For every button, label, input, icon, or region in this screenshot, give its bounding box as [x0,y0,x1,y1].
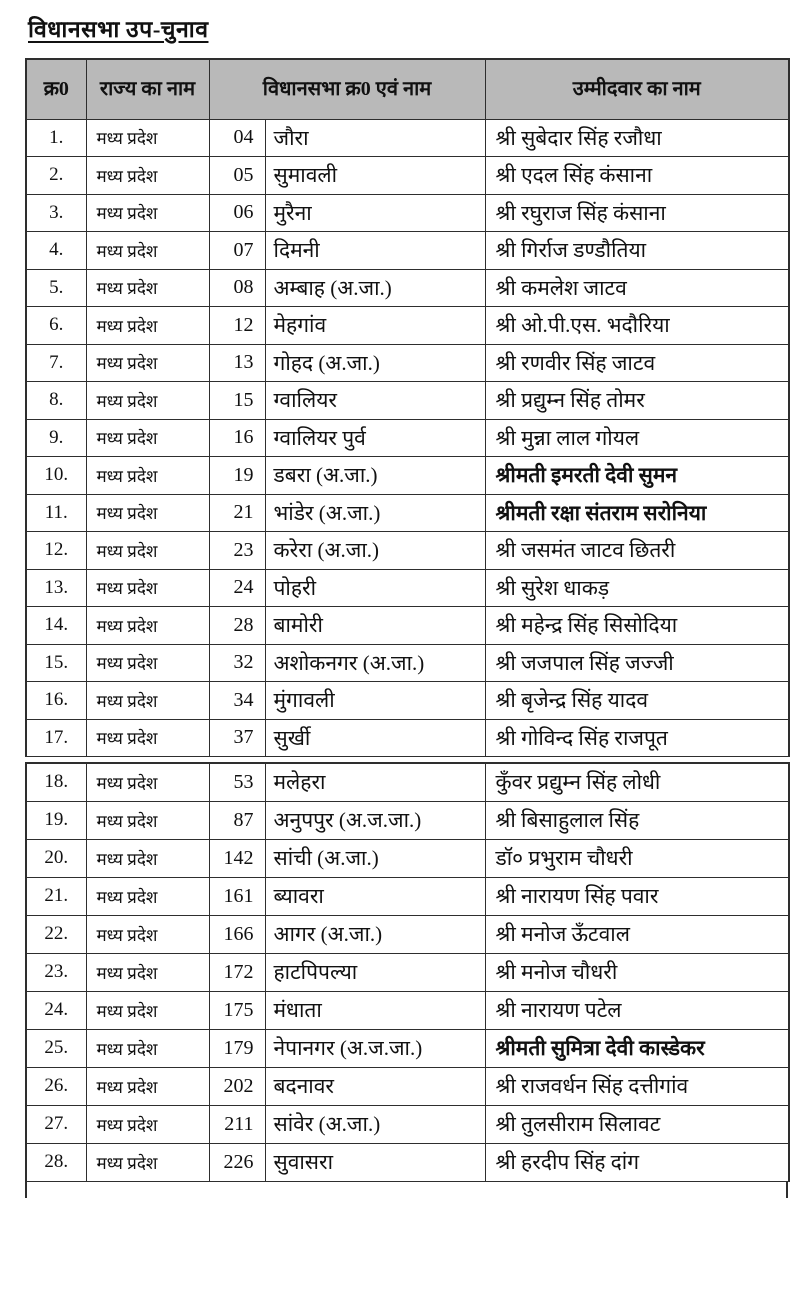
assembly-number-cell: 21 [209,494,265,532]
serial-cell: 16. [26,682,86,720]
candidate-cell: श्री महेन्द्र सिंह सिसोदिया [485,607,789,645]
serial-cell: 11. [26,494,86,532]
candidate-cell: श्री एदल सिंह कंसाना [485,157,789,195]
state-cell: मध्य प्रदेश [86,644,209,682]
assembly-number-cell: 211 [209,1105,265,1143]
table-continuation-stub [25,1182,788,1198]
header-assembly: विधानसभा क्र0 एवं नाम [209,59,485,119]
table-row [26,344,789,382]
assembly-number-cell: 142 [209,839,265,877]
table-row [26,1105,789,1143]
table-row [26,569,789,607]
assembly-name-cell: गोहद (अ.जा.) [265,344,485,382]
assembly-number-cell: 19 [209,457,265,495]
table-row [26,953,789,991]
table-row [26,194,789,232]
state-cell: मध्य प्रदेश [86,1029,209,1067]
candidate-cell: श्री सुबेदार सिंह रजौधा [485,119,789,157]
assembly-name-cell: सुवासरा [265,1143,485,1181]
header-serial: क्र0 [26,59,86,119]
table-row [26,157,789,195]
assembly-name-cell: सुर्खी [265,719,485,757]
candidate-cell: श्री तुलसीराम सिलावट [485,1105,789,1143]
candidate-cell: श्री मनोज चौधरी [485,953,789,991]
candidate-cell: श्री कमलेश जाटव [485,269,789,307]
assembly-name-cell: करेरा (अ.जा.) [265,532,485,570]
assembly-name-cell: अनुपपुर (अ.ज.जा.) [265,801,485,839]
assembly-name-cell: सांवेर (अ.जा.) [265,1105,485,1143]
assembly-name-cell: अशोकनगर (अ.जा.) [265,644,485,682]
assembly-number-cell: 12 [209,307,265,345]
assembly-number-cell: 05 [209,157,265,195]
assembly-name-cell: जौरा [265,119,485,157]
candidate-cell: डॉ० प्रभुराम चौधरी [485,839,789,877]
state-cell: मध्य प्रदेश [86,119,209,157]
serial-cell: 17. [26,719,86,757]
serial-cell: 15. [26,644,86,682]
candidate-cell: श्री बिसाहुलाल सिंह [485,801,789,839]
state-cell: मध्य प्रदेश [86,1105,209,1143]
serial-cell: 5. [26,269,86,307]
assembly-number-cell: 23 [209,532,265,570]
state-cell: मध्य प्रदेश [86,194,209,232]
table-row [26,1029,789,1067]
state-cell: मध्य प्रदेश [86,419,209,457]
state-cell: मध्य प्रदेश [86,801,209,839]
serial-cell: 3. [26,194,86,232]
table-row [26,839,789,877]
table-row [26,1143,789,1181]
assembly-number-cell: 13 [209,344,265,382]
assembly-number-cell: 08 [209,269,265,307]
serial-cell: 7. [26,344,86,382]
table-row [26,494,789,532]
assembly-name-cell: बामोरी [265,607,485,645]
serial-cell: 4. [26,232,86,270]
state-cell: मध्य प्रदेश [86,915,209,953]
serial-cell: 14. [26,607,86,645]
table-row [26,801,789,839]
assembly-number-cell: 07 [209,232,265,270]
state-cell: मध्य प्रदेश [86,532,209,570]
assembly-name-cell: बदनावर [265,1067,485,1105]
assembly-number-cell: 179 [209,1029,265,1067]
candidates-table-part1 [25,58,790,757]
header-state: राज्य का नाम [86,59,209,119]
state-cell: मध्य प्रदेश [86,953,209,991]
assembly-number-cell: 24 [209,569,265,607]
table-header-row [26,59,789,119]
table-row [26,991,789,1029]
assembly-name-cell: सांची (अ.जा.) [265,839,485,877]
page-title: विधानसभा उप-चुनाव [28,17,209,42]
serial-cell: 25. [26,1029,86,1067]
assembly-number-cell: 37 [209,719,265,757]
table-row [26,269,789,307]
candidate-cell: श्रीमती रक्षा संतराम सरोनिया [485,494,789,532]
assembly-number-cell: 202 [209,1067,265,1105]
serial-cell: 24. [26,991,86,1029]
candidate-cell: कुँवर प्रद्युम्न सिंह लोधी [485,763,789,801]
assembly-number-cell: 04 [209,119,265,157]
assembly-name-cell: सुमावली [265,157,485,195]
table-row [26,607,789,645]
table-row [26,419,789,457]
state-cell: मध्य प्रदेश [86,763,209,801]
assembly-number-cell: 06 [209,194,265,232]
assembly-name-cell: अम्बाह (अ.जा.) [265,269,485,307]
state-cell: मध्य प्रदेश [86,1067,209,1105]
assembly-number-cell: 28 [209,607,265,645]
serial-cell: 27. [26,1105,86,1143]
assembly-name-cell: मुरैना [265,194,485,232]
serial-cell: 26. [26,1067,86,1105]
table-row [26,307,789,345]
candidate-cell: श्री नारायण पटेल [485,991,789,1029]
assembly-name-cell: दिमनी [265,232,485,270]
assembly-number-cell: 161 [209,877,265,915]
candidate-cell: श्री गिर्राज डण्डौतिया [485,232,789,270]
state-cell: मध्य प्रदेश [86,344,209,382]
state-cell: मध्य प्रदेश [86,382,209,420]
assembly-name-cell: भांडेर (अ.जा.) [265,494,485,532]
candidate-cell: श्री राजवर्धन सिंह दत्तीगांव [485,1067,789,1105]
assembly-number-cell: 175 [209,991,265,1029]
assembly-name-cell: मलेहरा [265,763,485,801]
assembly-number-cell: 32 [209,644,265,682]
candidate-cell: श्री जसमंत जाटव छितरी [485,532,789,570]
serial-cell: 28. [26,1143,86,1181]
table-row [26,682,789,720]
candidate-cell: श्री मनोज ऊँटवाल [485,915,789,953]
table-row [26,532,789,570]
state-cell: मध्य प्रदेश [86,269,209,307]
assembly-number-cell: 53 [209,763,265,801]
state-cell: मध्य प्रदेश [86,682,209,720]
assembly-name-cell: ब्यावरा [265,877,485,915]
candidate-cell: श्री रणवीर सिंह जाटव [485,344,789,382]
candidate-cell: श्री रघुराज सिंह कंसाना [485,194,789,232]
serial-cell: 9. [26,419,86,457]
state-cell: मध्य प्रदेश [86,157,209,195]
assembly-name-cell: मुंगावली [265,682,485,720]
assembly-number-cell: 15 [209,382,265,420]
assembly-name-cell: डबरा (अ.जा.) [265,457,485,495]
header-candidate: उम्मीदवार का नाम [485,59,789,119]
assembly-name-cell: आगर (अ.जा.) [265,915,485,953]
state-cell: मध्य प्रदेश [86,457,209,495]
serial-cell: 13. [26,569,86,607]
table-row [26,232,789,270]
assembly-name-cell: नेपानगर (अ.ज.जा.) [265,1029,485,1067]
assembly-name-cell: ग्वालियर पुर्व [265,419,485,457]
candidate-cell: श्रीमती सुमित्रा देवी कास्डेकर [485,1029,789,1067]
serial-cell: 10. [26,457,86,495]
assembly-name-cell: पोहरी [265,569,485,607]
assembly-number-cell: 166 [209,915,265,953]
candidate-cell: श्री गोविन्द सिंह राजपूत [485,719,789,757]
table-row [26,457,789,495]
candidate-cell: श्री प्रद्युम्न सिंह तोमर [485,382,789,420]
assembly-name-cell: ग्वालियर [265,382,485,420]
state-cell: मध्य प्रदेश [86,607,209,645]
assembly-number-cell: 16 [209,419,265,457]
candidate-cell: श्री जजपाल सिंह जज्जी [485,644,789,682]
serial-cell: 2. [26,157,86,195]
state-cell: मध्य प्रदेश [86,839,209,877]
candidate-cell: श्री ओ.पी.एस. भदौरिया [485,307,789,345]
candidates-table-part2 [25,762,790,1182]
table-row [26,915,789,953]
assembly-name-cell: मंधाता [265,991,485,1029]
serial-cell: 22. [26,915,86,953]
candidate-cell: श्री हरदीप सिंह दांग [485,1143,789,1181]
state-cell: मध्य प्रदेश [86,232,209,270]
table-row [26,877,789,915]
candidate-cell: श्री बृजेन्द्र सिंह यादव [485,682,789,720]
assembly-number-cell: 226 [209,1143,265,1181]
assembly-number-cell: 34 [209,682,265,720]
serial-cell: 21. [26,877,86,915]
state-cell: मध्य प्रदेश [86,307,209,345]
serial-cell: 23. [26,953,86,991]
candidate-cell: श्री सुरेश धाकड़ [485,569,789,607]
assembly-name-cell: हाटपिपल्या [265,953,485,991]
state-cell: मध्य प्रदेश [86,877,209,915]
candidate-cell: श्री मुन्ना लाल गोयल [485,419,789,457]
state-cell: मध्य प्रदेश [86,1143,209,1181]
assembly-number-cell: 87 [209,801,265,839]
assembly-name-cell: मेहगांव [265,307,485,345]
table-row [26,719,789,757]
table-row [26,119,789,157]
table-row [26,382,789,420]
state-cell: मध्य प्रदेश [86,569,209,607]
table-row [26,644,789,682]
candidate-cell: श्रीमती इमरती देवी सुमन [485,457,789,495]
serial-cell: 12. [26,532,86,570]
serial-cell: 8. [26,382,86,420]
serial-cell: 6. [26,307,86,345]
serial-cell: 18. [26,763,86,801]
assembly-number-cell: 172 [209,953,265,991]
candidate-cell: श्री नारायण सिंह पवार [485,877,789,915]
state-cell: मध्य प्रदेश [86,991,209,1029]
serial-cell: 1. [26,119,86,157]
serial-cell: 19. [26,801,86,839]
state-cell: मध्य प्रदेश [86,494,209,532]
state-cell: मध्य प्रदेश [86,719,209,757]
table-row [26,763,789,801]
serial-cell: 20. [26,839,86,877]
table-row [26,1067,789,1105]
